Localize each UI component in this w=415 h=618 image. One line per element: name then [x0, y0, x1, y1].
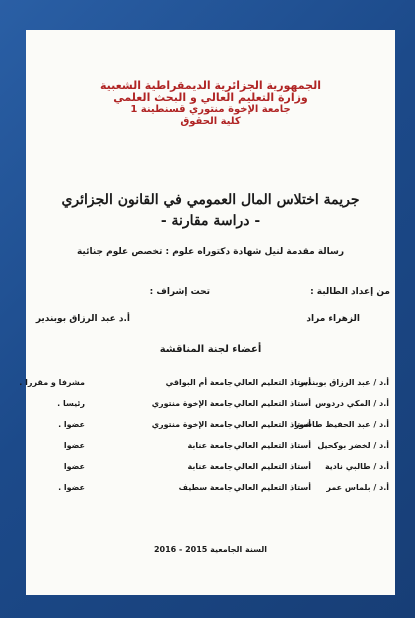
member-name: أ.د / لخضر بوكحيل: [317, 441, 389, 450]
member-role: عضوا .: [58, 420, 85, 429]
institution-header: [26, 80, 395, 128]
member-role: عضوا: [63, 462, 85, 471]
committee-row: [28, 462, 393, 483]
republic-line: الجمهورية الجزائرية الديمقراطية الشعبية: [100, 79, 321, 92]
prepared-by-label: من إعداد الطالبة :: [310, 287, 390, 297]
supervision-label: تحت إشراف :: [149, 287, 210, 297]
committee-row: [19, 378, 393, 399]
member-role: رئيسا .: [57, 399, 85, 408]
university-line: جامعة الإخوة منتوري قسنطينة 1: [130, 104, 291, 115]
supervisor-name: أ.د عبد الرزاق بوبندير: [35, 314, 130, 324]
committee-title: أعضاء لجنة المناقشة: [159, 344, 262, 355]
member-name: أ.د / عبد الحفيظ طاشور: [294, 420, 389, 429]
member-role: مشرفا و مقررا .: [19, 378, 85, 387]
member-rank: أستاذ التعليم العالي: [233, 378, 311, 387]
member-name: أ.د / بلماس عمر: [326, 483, 389, 492]
academic-year: السنة الجامعية 2015 - 2016: [153, 545, 268, 554]
member-rank: أستاذ التعليم العالي: [233, 441, 311, 450]
member-rank: أستاذ التعليم العالي: [233, 399, 311, 408]
member-university: جامعة عنابة: [187, 441, 233, 450]
thesis-degree-note: رسالة مقدمة لنيل شهادة دكتوراه علوم : تخصص علوم جنائية: [76, 247, 345, 257]
member-university: جامعة الإخوة منتوري: [151, 420, 233, 429]
member-rank: أستاذ التعليم العالي: [233, 420, 311, 429]
faculty-line: كلية الحقوق: [180, 116, 241, 127]
member-role: عضوا .: [58, 483, 85, 492]
member-university: جامعة الإخوة منتوري: [151, 399, 233, 408]
committee-row: [28, 441, 393, 462]
ministry-line: وزارة التعليم العالي و البحث العلمي: [113, 91, 308, 104]
thesis-title: [26, 190, 395, 232]
member-university: جامعة أم البواقي: [165, 378, 233, 387]
thesis-title-sub: - دراسة مقارنة -: [160, 213, 261, 229]
thesis-title-main: جريمة اختلاس المال العمومي في القانون الجزائري: [61, 192, 360, 208]
member-university: جامعة عنابة: [187, 462, 233, 471]
committee-row: [28, 399, 393, 420]
committee-row: [28, 483, 393, 504]
member-rank: أستاذ التعليم العالي: [233, 483, 311, 492]
member-university: جامعة سطيف: [178, 483, 233, 492]
member-role: عضوا: [63, 441, 85, 450]
student-name: الزهراء مراد: [306, 314, 360, 324]
member-name: أ.د / المكي دردوس: [315, 399, 389, 408]
committee-row: [28, 420, 393, 441]
title-page: [19, 30, 395, 595]
member-name: أ.د / طالبي نادية: [324, 462, 389, 471]
member-name: أ.د / عبد الرزاق بوبندير: [299, 378, 389, 387]
member-rank: أستاذ التعليم العالي: [233, 462, 311, 471]
committee-table: [19, 378, 393, 504]
